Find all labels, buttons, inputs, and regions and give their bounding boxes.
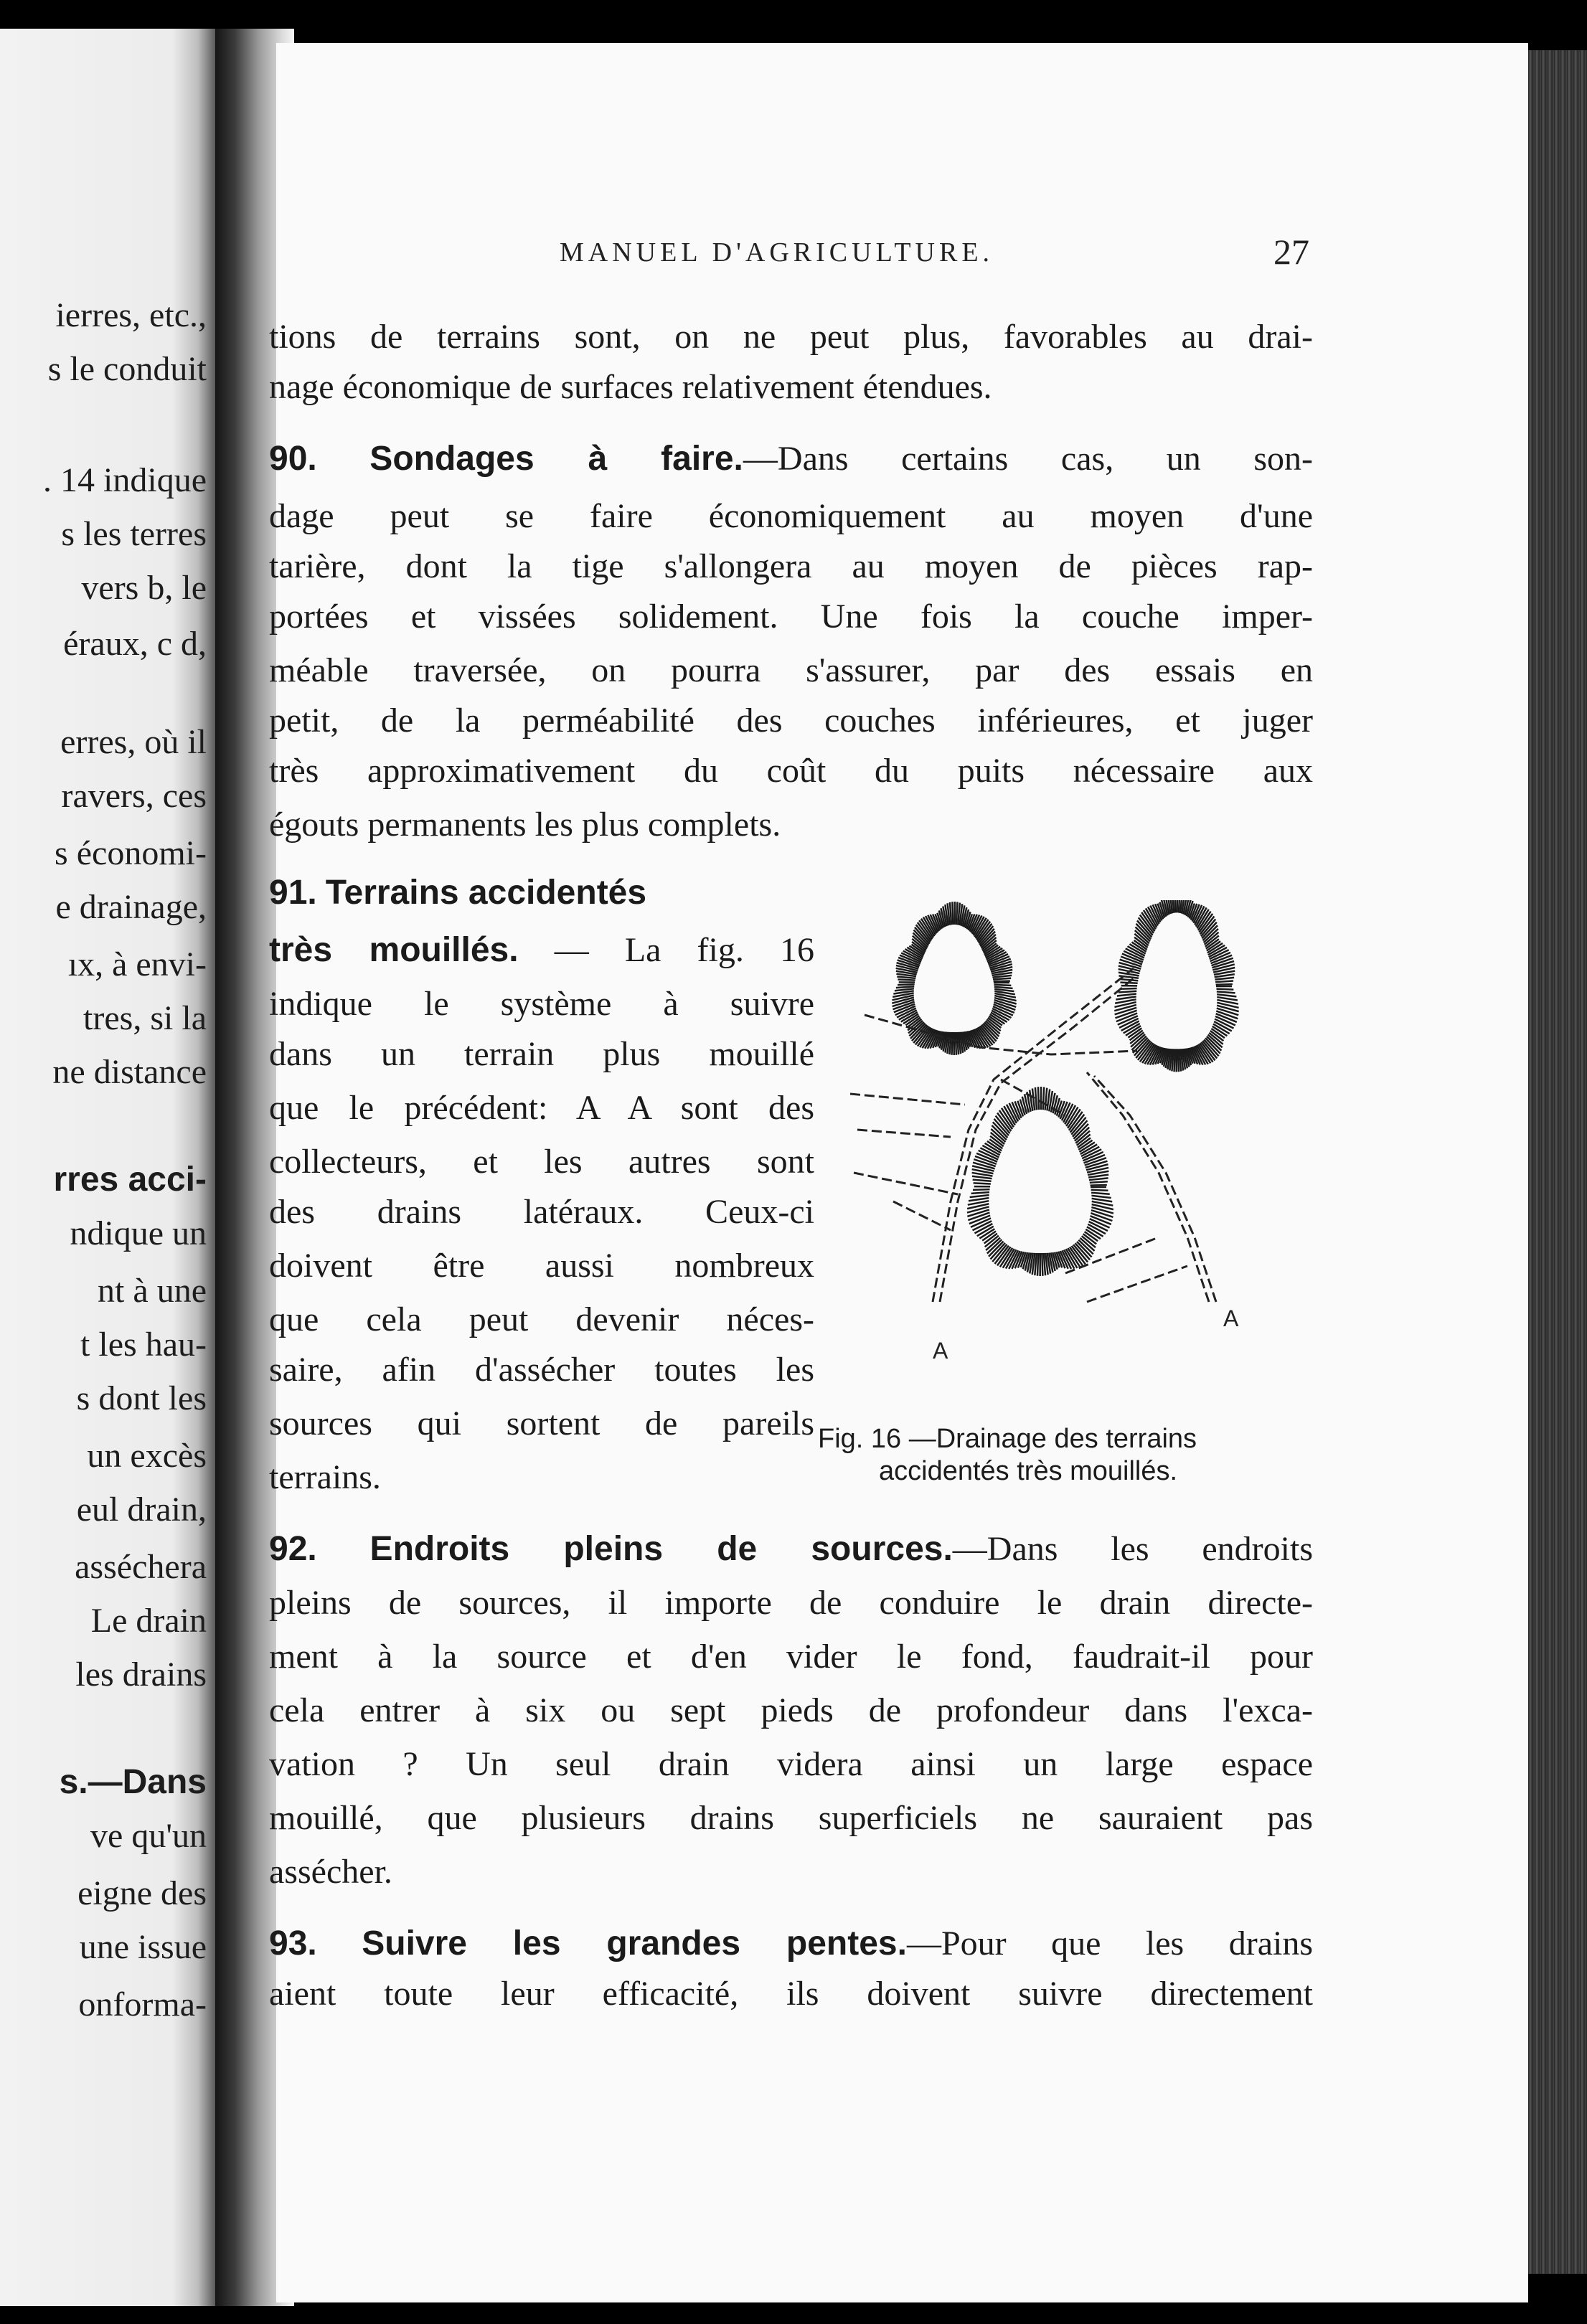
text-line [269, 495, 1313, 538]
line-text: —Dans les endroits [952, 1530, 1314, 1568]
previous-page-line: asséchera [75, 1548, 207, 1586]
line-text: très approximativement du coût du puits nécessaire aux [269, 752, 1313, 790]
previous-page-line: les drains [75, 1655, 207, 1694]
previous-page-line: un excès [87, 1437, 207, 1475]
line-text: saire, afin d'assécher toutes les [269, 1351, 814, 1389]
line-text: pleins de sources, il importe de conduire le drain directe- [269, 1584, 1313, 1622]
line-text: égouts permanents les plus complets. [269, 806, 781, 844]
text-line [269, 1244, 814, 1288]
previous-page-line: erres, où il [60, 723, 207, 761]
line-text: —Dans certains cas, un son- [743, 440, 1313, 478]
wet-area [892, 902, 1016, 1055]
previous-page-line: eigne des [77, 1874, 207, 1912]
text-line [269, 803, 1313, 846]
figure-caption-continued: accidentés très mouillés. [879, 1456, 1178, 1486]
text-line [269, 545, 1313, 588]
line-text: dans un terrain plus mouillé [269, 1035, 814, 1073]
previous-page-line: s économi- [55, 834, 207, 872]
previous-page-line: onforma- [78, 1985, 207, 2023]
previous-page-line: s les terres [61, 515, 207, 553]
previous-page-line: éraux, c d, [63, 625, 207, 663]
previous-page-line: ierres, etc., [55, 296, 207, 334]
line-text: des drains latéraux. Ceux-ci [269, 1193, 814, 1231]
text-line [269, 1582, 1313, 1625]
section-heading: Sondages à faire. [369, 440, 743, 478]
line-text: que le précédent: A A sont des [269, 1089, 814, 1127]
text-line [269, 1087, 814, 1130]
previous-page-line: rres acci- [53, 1161, 207, 1199]
previous-page-line: ve qu'un [90, 1817, 207, 1855]
section-number: 93. [269, 1924, 317, 1962]
line-text: — La fig. 16 [518, 931, 814, 969]
text-line [269, 1348, 814, 1392]
line-text: aient toute leur efficacité, ils doivent suivre directement [269, 1975, 1313, 2013]
line-text: sources qui sortent de pareils [269, 1404, 814, 1442]
text-line [269, 1851, 1313, 1894]
text-line [269, 872, 814, 915]
previous-page-line: nt à une [98, 1272, 207, 1310]
line-text: que cela peut devenir néces- [269, 1300, 814, 1338]
line-text: indique le système à suivre [269, 985, 814, 1023]
text-line [269, 1402, 814, 1445]
section-number: 90. [269, 440, 317, 478]
figure-caption: Fig. 16 —Drainage des terrains [818, 1424, 1197, 1454]
previous-page-line: e drainage, [55, 888, 207, 926]
text-line [269, 438, 1313, 481]
line-text: nage économique de surfaces relativement étendues. [269, 368, 992, 406]
wet-area [1114, 900, 1238, 1072]
previous-page-line: eul drain, [76, 1491, 207, 1529]
section-number: 91. [269, 874, 317, 912]
text-line [269, 1797, 1313, 1840]
text-line [269, 1743, 1313, 1786]
line-text: cela entrer à six ou sept pieds de profondeur dans l'exca- [269, 1691, 1313, 1729]
previous-page [0, 29, 215, 2306]
line-text: doivent être aussi nombreux [269, 1247, 814, 1285]
drainage-diagram [850, 900, 1273, 1345]
previous-page-line: vers b, le [81, 569, 207, 607]
previous-page-line: s le conduit [47, 350, 207, 388]
line-text: dage peut se faire économiquement au moyen d'une [269, 497, 1313, 535]
text-line [269, 1456, 814, 1499]
text-line [269, 649, 1313, 692]
text-line [269, 1528, 1313, 1571]
text-line [269, 316, 1313, 359]
line-text: mouillé, que plusieurs drains superficiels ne sauraient pas [269, 1799, 1313, 1837]
text-line [269, 699, 1313, 742]
previous-page-line: . 14 indique [43, 461, 207, 499]
collector-label-a: A [1223, 1305, 1239, 1331]
line-text: portées et vissées solidement. Une fois la couche imper- [269, 597, 1313, 636]
previous-page-line: tres, si la [83, 999, 207, 1037]
text-line [269, 1191, 814, 1234]
page-number: 27 [1273, 232, 1309, 272]
previous-page-line: s dont les [76, 1379, 207, 1417]
figure-16 [850, 900, 1273, 1364]
previous-page-line: ndique un [70, 1214, 207, 1252]
previous-page-line: une issue [79, 1928, 207, 1966]
previous-page-line: ravers, ces [61, 777, 207, 815]
line-text: tarière, dont la tige s'allongera au moyen de pièces rap- [269, 547, 1313, 585]
text-line [269, 1973, 1313, 2016]
text-line [269, 750, 1313, 793]
text-line [269, 1922, 1313, 1965]
page-edge [1528, 50, 1587, 2274]
section-number: 92. [269, 1530, 317, 1568]
text-line [269, 929, 814, 972]
text-line [269, 1140, 814, 1184]
line-text: collecteurs, et les autres sont [269, 1143, 814, 1181]
section-heading: Endroits pleins de sources. [369, 1530, 953, 1568]
wet-area [967, 1087, 1113, 1276]
previous-page-line: ne distance [52, 1053, 207, 1091]
section-heading: très mouillés. [269, 931, 519, 969]
text-line [269, 1689, 1313, 1732]
line-text: —Pour que les drains [906, 1924, 1314, 1962]
previous-page-line: t les hau- [80, 1326, 207, 1364]
line-text: assécher. [269, 1853, 392, 1891]
line-text: méable traversée, on pourra s'assurer, par des essais en [269, 651, 1313, 689]
text-line [269, 366, 1313, 409]
previous-page-line: ıx, à envi- [67, 945, 207, 983]
previous-page-line: s.—Dans [59, 1763, 207, 1801]
line-text: vation ? Un seul drain videra ainsi un large espace [269, 1745, 1313, 1783]
text-line [269, 1298, 814, 1341]
text-line [269, 595, 1313, 638]
line-text: tions de terrains sont, on ne peut plus, favorables au drai- [269, 318, 1313, 356]
running-head: MANUEL D'AGRICULTURE. [560, 237, 994, 268]
text-line [269, 1635, 1313, 1678]
collector-label-a: A [933, 1338, 948, 1364]
section-heading: Suivre les grandes pentes. [362, 1924, 907, 1962]
line-text: petit, de la perméabilité des couches inférieures, et juger [269, 702, 1313, 740]
text-line [269, 983, 814, 1026]
text-line [269, 1033, 814, 1076]
section-heading: Terrains accidentés [325, 874, 647, 912]
line-text: terrains. [269, 1458, 381, 1496]
line-text: ment à la source et d'en vider le fond, faudrait-il pour [269, 1638, 1313, 1676]
previous-page-line: Le drain [90, 1602, 207, 1640]
